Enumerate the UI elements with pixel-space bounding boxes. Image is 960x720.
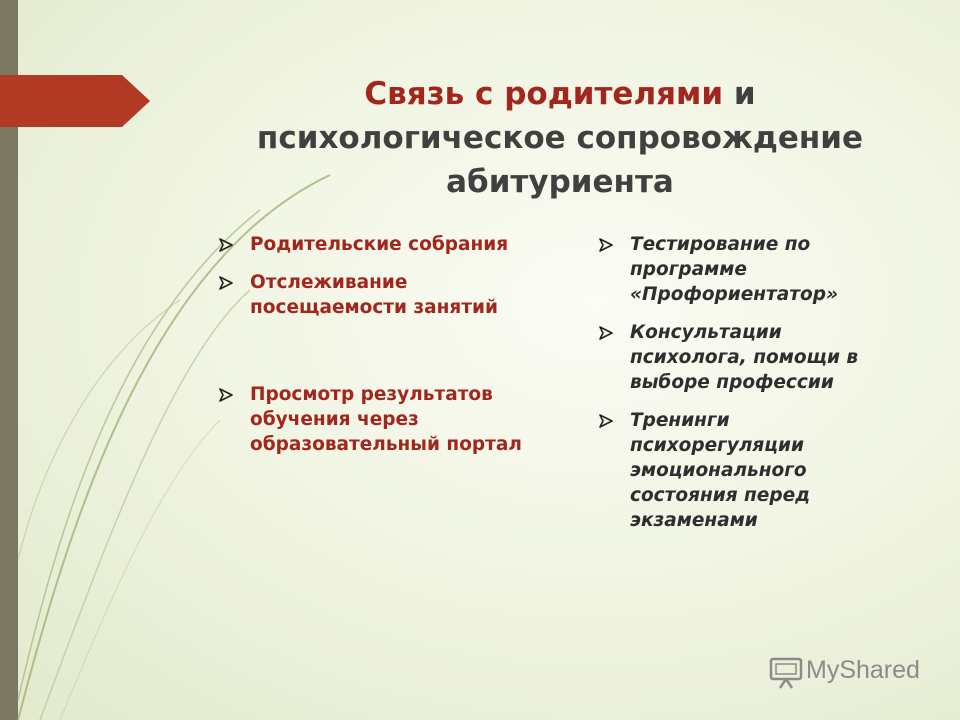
myshared-watermark bbox=[768, 652, 928, 694]
right-bullet-text: Консультации психолога, помощи в выборе профессии bbox=[630, 322, 859, 393]
left-bullet-text: Отслеживание посещаемости занятий bbox=[250, 272, 498, 318]
left-bullet-item bbox=[218, 382, 528, 457]
left-bullet-text: Родительские собрания bbox=[250, 234, 509, 255]
left-bullet-text: Просмотр результатов обучения через образовательный портал bbox=[250, 384, 522, 455]
watermark-text: MyShared bbox=[806, 656, 920, 684]
title-accent-text: Связь с родителями bbox=[364, 76, 724, 112]
right-bullet-item bbox=[598, 320, 888, 395]
arrow-bullet-icon bbox=[218, 388, 234, 402]
presentation-board-icon bbox=[768, 654, 804, 690]
title-text-part-2: психологическое сопровождение абитуриента bbox=[256, 120, 864, 200]
arrow-bullet-icon bbox=[218, 238, 234, 252]
slide-title bbox=[200, 72, 920, 204]
left-bullet-list bbox=[218, 232, 528, 457]
title-text-part-1: и bbox=[723, 76, 756, 112]
arrow-bullet-icon bbox=[598, 326, 614, 340]
right-bullet-text: Тренинги психорегуляции эмоционального состояния перед экзаменами bbox=[630, 410, 811, 531]
right-bullet-list bbox=[598, 232, 888, 546]
right-bullet-item bbox=[598, 232, 888, 307]
left-bullet-item bbox=[218, 232, 528, 257]
arrow-bullet-icon bbox=[598, 238, 614, 252]
right-bullet-text: Тестирование по программе «Профориентатор» bbox=[630, 234, 838, 305]
arrow-bullet-icon bbox=[218, 276, 234, 290]
left-bullet-item bbox=[218, 270, 528, 320]
title-tab-marker bbox=[0, 75, 150, 127]
arrow-bullet-icon bbox=[598, 414, 614, 428]
right-bullet-item bbox=[598, 408, 888, 533]
